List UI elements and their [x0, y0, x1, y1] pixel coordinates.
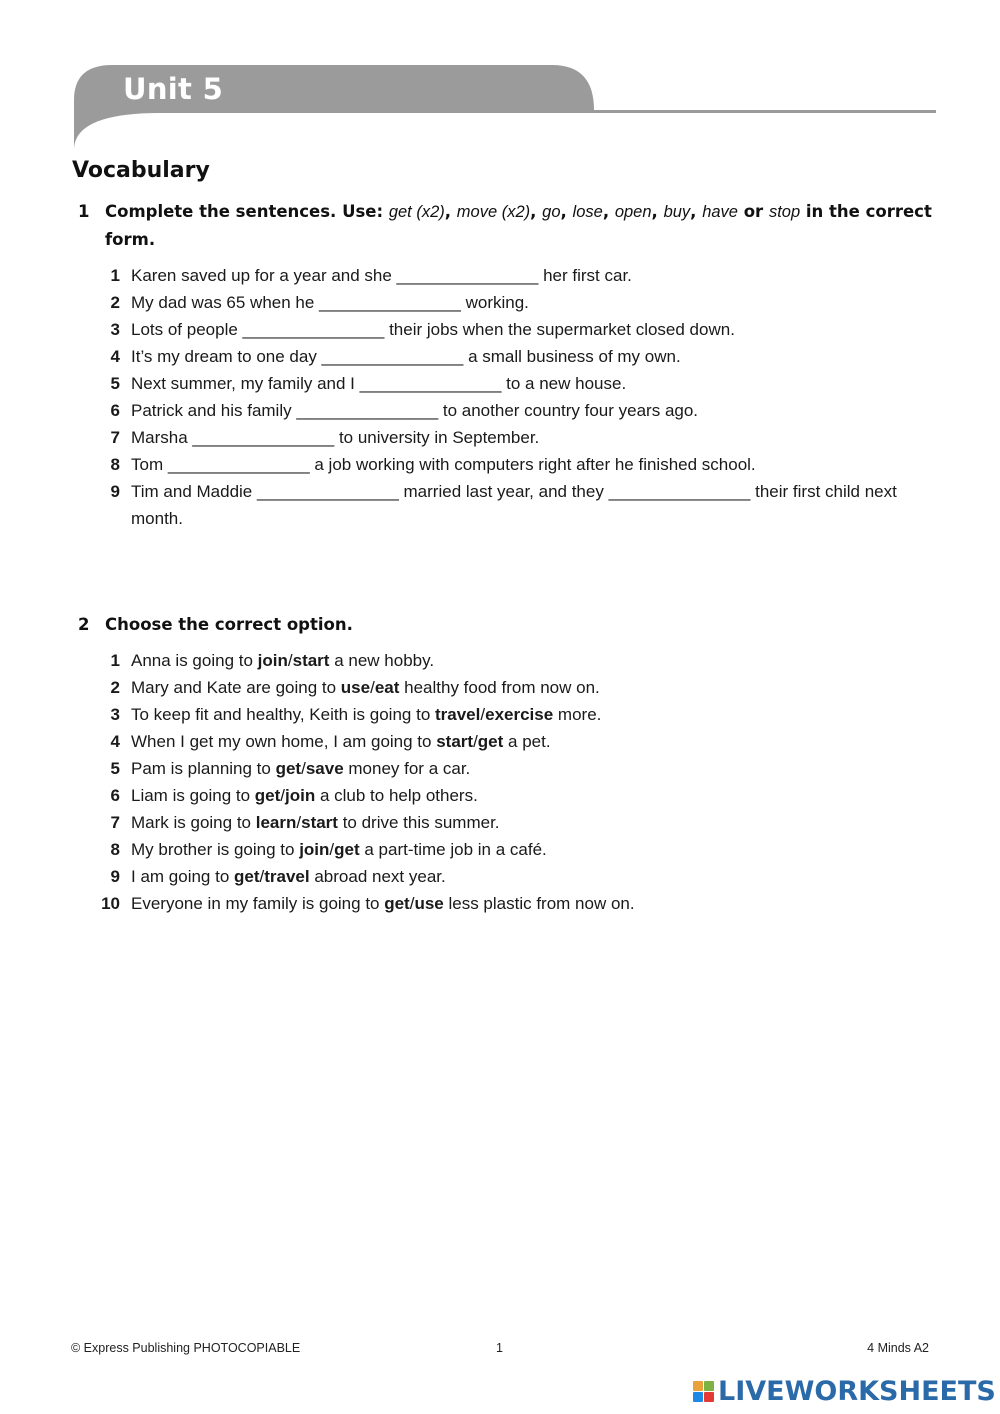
- option-2[interactable]: get: [477, 732, 504, 751]
- item-text-pre: To keep fit and healthy, Keith is going to: [131, 705, 435, 724]
- item-number: 5: [110, 759, 120, 778]
- option-2[interactable]: get: [334, 840, 360, 859]
- item-text-pre: When I get my own home, I am going to: [131, 732, 437, 751]
- item-text: Lots of people _______________ their jobs when the supermarket closed down.: [131, 320, 735, 339]
- word-option: buy: [663, 203, 691, 221]
- item-text-post: healthy food from now on.: [399, 678, 600, 697]
- item-text-pre: My brother is going to: [131, 840, 300, 859]
- list-item: [72, 701, 932, 728]
- slash: /: [287, 651, 293, 670]
- item-text: Tom _______________ a job working with computers right after he finished school.: [131, 455, 756, 474]
- list-item: [72, 836, 932, 863]
- option-1[interactable]: get: [275, 759, 302, 778]
- slash: /: [480, 705, 486, 724]
- exercise-number: 1: [78, 202, 90, 221]
- item-text: My dad was 65 when he _______________ working.: [131, 293, 529, 312]
- item-number: 1: [110, 266, 120, 285]
- exercise-1-instruction: [72, 198, 932, 253]
- item-text: It’s my dream to one day _______________ a small business of my own.: [131, 347, 681, 366]
- logo-square: [693, 1392, 703, 1402]
- option-1[interactable]: get: [234, 867, 260, 886]
- item-text: Karen saved up for a year and she _______________ her first car.: [131, 266, 632, 285]
- item-number: 2: [110, 293, 120, 312]
- list-item: [72, 397, 932, 424]
- option-2[interactable]: travel: [264, 867, 310, 886]
- slash: /: [473, 732, 478, 751]
- item-text-pre: Liam is going to: [131, 786, 255, 805]
- list-item: [72, 451, 932, 478]
- option-2[interactable]: start: [292, 651, 330, 670]
- item-number: 9: [110, 867, 120, 886]
- list-item: [72, 647, 932, 674]
- option-2[interactable]: save: [305, 759, 344, 778]
- list-item: [72, 478, 932, 532]
- list-item: [72, 343, 932, 370]
- item-text-post: a new hobby.: [329, 651, 435, 670]
- list-item: [72, 316, 932, 343]
- list-item: [72, 262, 932, 289]
- separator: ,: [651, 202, 664, 221]
- item-text-pre: Mark is going to: [131, 813, 256, 832]
- slash: /: [370, 678, 375, 697]
- option-2[interactable]: start: [301, 813, 338, 832]
- item-number: 3: [110, 705, 120, 724]
- list-item: [72, 809, 932, 836]
- item-text-post: money for a car.: [343, 759, 471, 778]
- item-text: Marsha _______________ to university in September.: [131, 428, 540, 447]
- list-item: [72, 755, 932, 782]
- list-item: [72, 728, 932, 755]
- word-option: move (x2): [456, 203, 531, 221]
- unit-title: Unit 5: [123, 72, 224, 106]
- slash: /: [280, 786, 286, 805]
- item-number: 8: [110, 840, 120, 859]
- item-text: Tim and Maddie _______________ married last year, and they _______________ their first child next month.: [131, 482, 897, 528]
- logo-grid-icon: [693, 1381, 714, 1402]
- copyright-text: © Express Publishing PHOTOCOPIABLE: [71, 1341, 301, 1355]
- item-number: 1: [110, 651, 120, 670]
- option-1[interactable]: join: [299, 840, 330, 859]
- option-2[interactable]: eat: [374, 678, 400, 697]
- word-option: open: [614, 203, 652, 221]
- exercise-1: [72, 198, 932, 532]
- item-text-post: a part-time job in a café.: [359, 840, 547, 859]
- item-text-pre: I am going to: [131, 867, 235, 886]
- list-item: [72, 782, 932, 809]
- item-number: 4: [110, 732, 120, 751]
- item-number: 8: [110, 455, 120, 474]
- page-number: 1: [496, 1341, 503, 1355]
- item-number: 2: [110, 678, 120, 697]
- separator: ,: [444, 202, 457, 221]
- list-item: [72, 863, 932, 890]
- item-number: 7: [110, 813, 120, 832]
- option-2[interactable]: exercise: [485, 705, 554, 724]
- item-number: 5: [110, 374, 120, 393]
- separator: ,: [530, 202, 543, 221]
- instruction-text: Choose the correct option.: [105, 615, 353, 634]
- option-1[interactable]: travel: [435, 705, 481, 724]
- option-2[interactable]: use: [414, 894, 444, 913]
- logo-square: [704, 1381, 714, 1391]
- item-number: 9: [110, 482, 120, 501]
- word-option: have: [702, 203, 738, 221]
- exercise-1-list: [72, 262, 932, 532]
- option-2[interactable]: join: [285, 786, 316, 805]
- logo-square: [704, 1392, 714, 1402]
- exercise-2-list: [72, 647, 932, 917]
- logo-text: LIVEWORKSHEETS: [718, 1376, 996, 1407]
- item-number: 10: [101, 894, 120, 913]
- item-number: 4: [110, 347, 120, 366]
- item-text-pre: Everyone in my family is going to: [131, 894, 385, 913]
- word-option: lose: [572, 203, 603, 221]
- option-1[interactable]: start: [436, 732, 474, 751]
- item-text-pre: Pam is planning to: [131, 759, 276, 778]
- word-option: get (x2): [388, 203, 445, 221]
- item-number: 7: [110, 428, 120, 447]
- item-text-post: abroad next year.: [309, 867, 446, 886]
- item-number: 6: [110, 401, 120, 420]
- exercise-number: 2: [78, 615, 90, 634]
- item-number: 3: [110, 320, 120, 339]
- slash: /: [259, 867, 265, 886]
- word-option: go: [542, 203, 561, 221]
- instruction-or: or: [737, 202, 769, 221]
- item-text-post: to drive this summer.: [337, 813, 500, 832]
- separator: ,: [690, 202, 703, 221]
- separator: ,: [560, 202, 573, 221]
- separator: ,: [602, 202, 615, 221]
- slash: /: [301, 759, 306, 778]
- option-1[interactable]: get: [384, 894, 410, 913]
- item-text-pre: Mary and Kate are going to: [131, 678, 341, 697]
- word-option: stop: [768, 203, 801, 221]
- item-text-post: a pet.: [503, 732, 551, 751]
- item-text-pre: Anna is going to: [131, 651, 258, 670]
- slash: /: [409, 894, 415, 913]
- option-1[interactable]: join: [257, 651, 288, 670]
- section-title: Vocabulary: [72, 158, 210, 183]
- item-number: 6: [110, 786, 120, 805]
- option-1[interactable]: get: [254, 786, 281, 805]
- list-item: [72, 674, 932, 701]
- slash: /: [296, 813, 302, 832]
- item-text-post: less plastic from now on.: [443, 894, 635, 913]
- book-title: 4 Minds A2: [867, 1341, 929, 1355]
- liveworksheets-logo: [693, 1376, 996, 1407]
- exercise-2-instruction: [72, 611, 932, 638]
- slash: /: [329, 840, 335, 859]
- list-item: [72, 424, 932, 451]
- option-1[interactable]: use: [340, 678, 371, 697]
- logo-square: [693, 1381, 703, 1391]
- item-text-post: a club to help others.: [315, 786, 478, 805]
- option-1[interactable]: learn: [255, 813, 297, 832]
- list-item: [72, 289, 932, 316]
- item-text: Patrick and his family _______________ to another country four years ago.: [131, 401, 699, 420]
- list-item: [72, 890, 932, 917]
- exercise-2: [72, 611, 932, 917]
- instruction-tail: in the correct form.: [105, 202, 932, 249]
- item-text: Next summer, my family and I _______________ to a new house.: [131, 374, 627, 393]
- instruction-lead: Complete the sentences. Use:: [105, 202, 389, 221]
- item-text-post: more.: [553, 705, 602, 724]
- list-item: [72, 370, 932, 397]
